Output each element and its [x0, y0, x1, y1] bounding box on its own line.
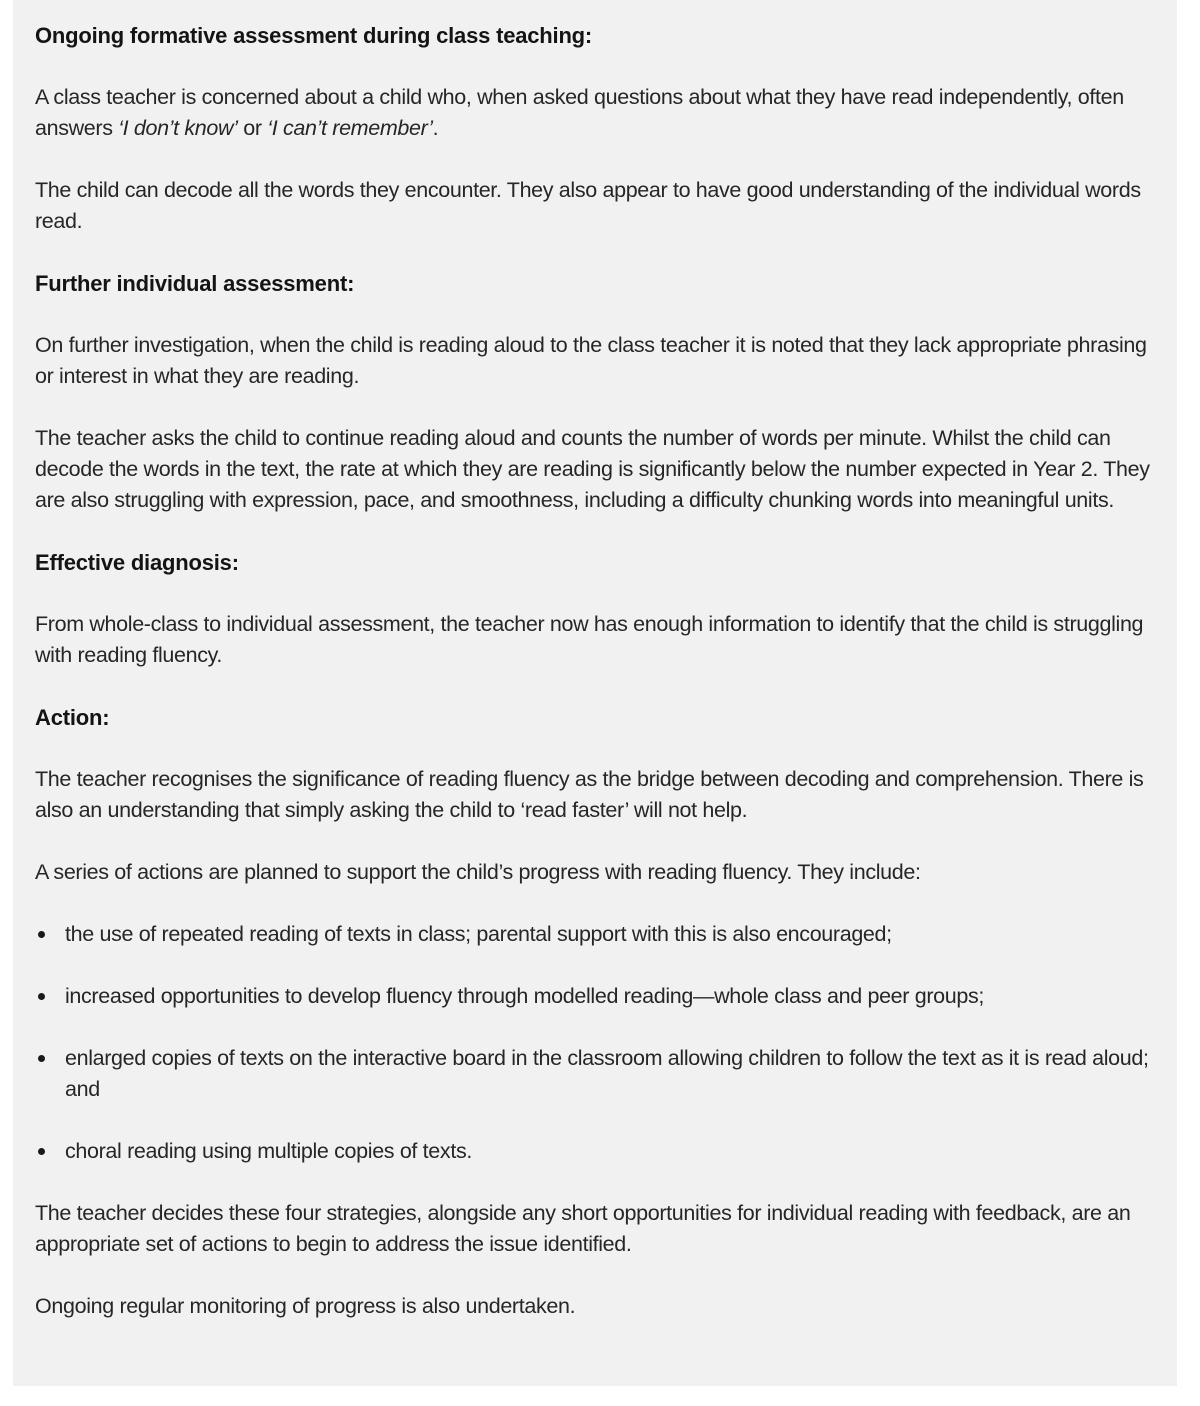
list-item [35, 1136, 1165, 1167]
bullet-icon [38, 1055, 45, 1062]
paragraph-concern-text-c: . [432, 116, 439, 140]
list-item-text: increased opportunities to develop fluency through modelled reading—whole class and peer groups; [65, 984, 984, 1008]
paragraph-concern [35, 82, 1165, 144]
heading-action: Action: [35, 705, 110, 730]
list-item [35, 919, 1165, 950]
paragraph-investigation: On further investigation, when the child is reading aloud to the class teacher it is noted that they lack appropriate phrasing or interest in what they are reading. [35, 333, 1147, 388]
list-item [35, 1043, 1165, 1105]
bullet-icon [38, 993, 45, 1000]
paragraph-monitoring: Ongoing regular monitoring of progress is also undertaken. [35, 1294, 576, 1318]
list-item-text: the use of repeated reading of texts in class; parental support with this is also encouraged; [65, 922, 892, 946]
list-item-text: enlarged copies of texts on the interactive board in the classroom allowing children to follow the text as it is read aloud; and [65, 1046, 1149, 1101]
bullet-icon [38, 1148, 45, 1155]
heading-effective-diagnosis: Effective diagnosis: [35, 550, 239, 575]
heading-further-assessment: Further individual assessment: [35, 271, 355, 296]
paragraph-actions-intro: A series of actions are planned to support the child’s progress with reading fluency. They include: [35, 860, 921, 884]
paragraph-fluency-bridge: The teacher recognises the significance of reading fluency as the bridge between decoding and comprehension. There is also an understanding that simply asking the child to ‘read faster’ will not help. [35, 767, 1144, 822]
actions-list [35, 919, 1177, 1167]
list-item-text: choral reading using multiple copies of texts. [65, 1139, 472, 1163]
list-item [35, 981, 1165, 1012]
paragraph-words-per-minute: The teacher asks the child to continue reading aloud and counts the number of words per minute. Whilst the child can decode the words in the text, the rate at which they are reading is significantly below the number expected in Year 2. They are also struggling with expression, pace, and smoothness, including a difficulty chunking words into meaningful units. [35, 426, 1150, 512]
paragraph-strategies: The teacher decides these four strategies, alongside any short opportunities for individual reading with feedback, are an appropriate set of actions to begin to address the issue identified. [35, 1201, 1131, 1256]
heading-ongoing-assessment: Ongoing formative assessment during class teaching: [35, 23, 593, 48]
paragraph-decoding: The child can decode all the words they encounter. They also appear to have good understanding of the individual words read. [35, 178, 1141, 233]
case-study-panel [13, 0, 1177, 1386]
paragraph-concern-text-a: A class teacher is concerned about a child who, when asked questions about what they have read independently, often answers [35, 85, 1124, 140]
paragraph-diagnosis: From whole-class to individual assessment, the teacher now has enough information to identify that the child is struggling with reading fluency. [35, 612, 1144, 667]
paragraph-concern-text-b: or [237, 116, 268, 140]
bullet-icon [38, 931, 45, 938]
quote-cant-remember: ‘I can’t remember’ [267, 116, 433, 140]
quote-dont-know: ‘I don’t know’ [118, 116, 238, 140]
